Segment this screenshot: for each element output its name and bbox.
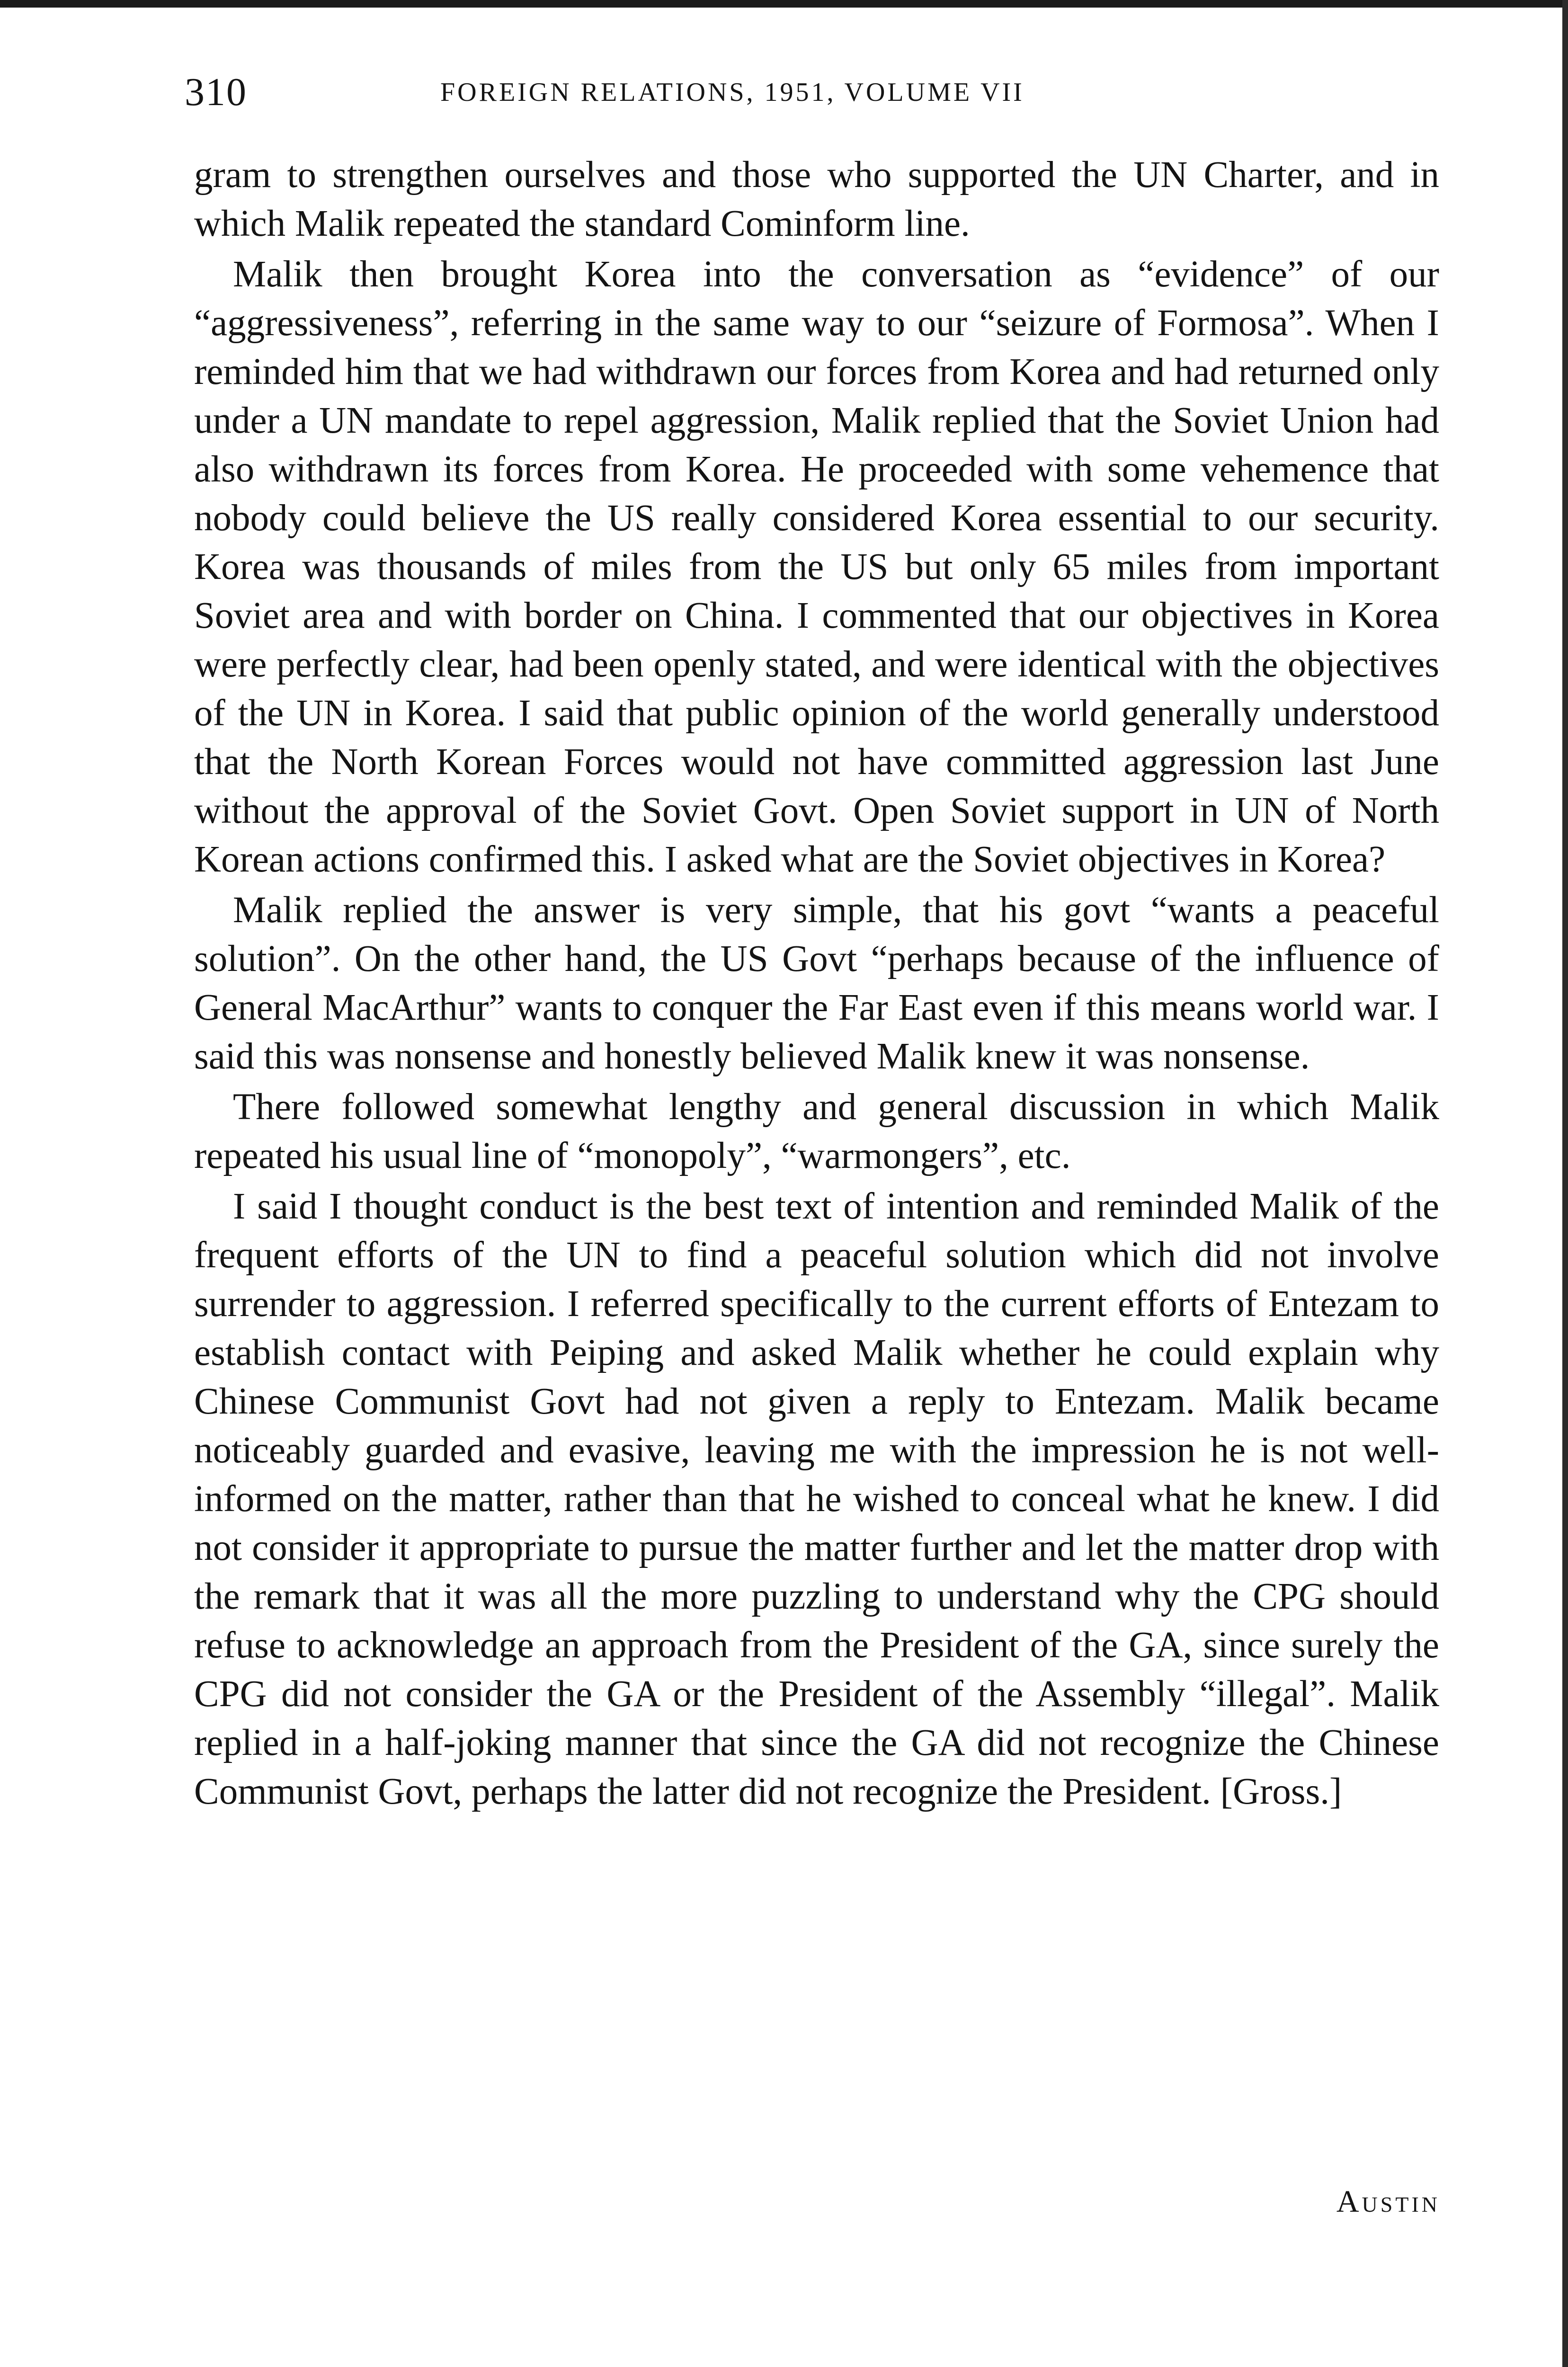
paragraph-malik-reply: Malik replied the answer is very simple, that his govt “wants a peaceful solution”. On the other hand, the US Govt “perhaps because of the influence of General MacArthur” wants to conquer the Far East even if this means world war. I said this was nonsense and honestly believed Malik knew it was nonsense. xyxy=(194,890,1439,1077)
scan-border-top xyxy=(0,0,1568,8)
scan-border-right xyxy=(1562,0,1568,2367)
body-text xyxy=(194,151,1439,1818)
signature: Austin xyxy=(1336,2184,1440,2219)
paragraph-continued: gram to strengthen ourselves and those who supported the UN Charter, and in which Malik repeated the standard Cominform line. xyxy=(194,154,1439,244)
page-number: 310 xyxy=(185,70,247,114)
page-header xyxy=(185,66,1444,118)
paragraph-korea-aggressiveness: Malik then brought Korea into the conversation as “evidence” of our “aggressiveness”, referring in the same way to our “seizure of Formosa”. When I reminded him that we had withdrawn our forces from Korea and had returned only under a UN mandate to repel aggression, Malik replied that the Soviet Union had also withdrawn its forces from Korea. He proceeded with some vehemence that nobody could believe the US really considered Korea essential to our security. Korea was thousands of miles from the US but only 65 miles from important Soviet area and with border on China. I commented that our objectives in Korea were perfectly clear, had been openly stated, and were identical with the objectives of the UN in Korea. I said that public opinion of the world generally understood that the North Korean Forces would not have committed aggression last June without the approval of the Soviet Govt. Open Soviet support in UN of North Korean actions confirmed this. I asked what are the Soviet objectives in Korea? xyxy=(194,254,1439,880)
running-head: FOREIGN RELATIONS, 1951, VOLUME VII xyxy=(440,78,1025,107)
paragraph-general-discussion: There followed somewhat lengthy and general discussion in which Malik repeated his usual line of “monopoly”, “warmongers”, etc. xyxy=(194,1086,1439,1176)
paragraph-entezam: I said I thought conduct is the best text of intention and reminded Malik of the frequent efforts of the UN to find a peaceful solution which did not involve surrender to aggression. I referred specifically to the current efforts of Entezam to establish contact with Peiping and asked Malik whether he could explain why Chinese Communist Govt had not given a reply to Entezam. Malik became noticeably guarded and evasive, leaving me with the impression he is not well-informed on the matter, rather than that he wished to conceal what he knew. I did not consider it appropriate to pursue the matter further and let the matter drop with the remark that it was all the more puzzling to understand why the CPG should refuse to acknowledge an approach from the President of the GA, since surely the CPG did not consider the GA or the President of the Assembly “illegal”. Malik replied in a half-joking manner that since the GA did not recognize the Chinese Communist Govt, perhaps the latter did not recognize the President. [Gross.] xyxy=(194,1186,1439,1812)
